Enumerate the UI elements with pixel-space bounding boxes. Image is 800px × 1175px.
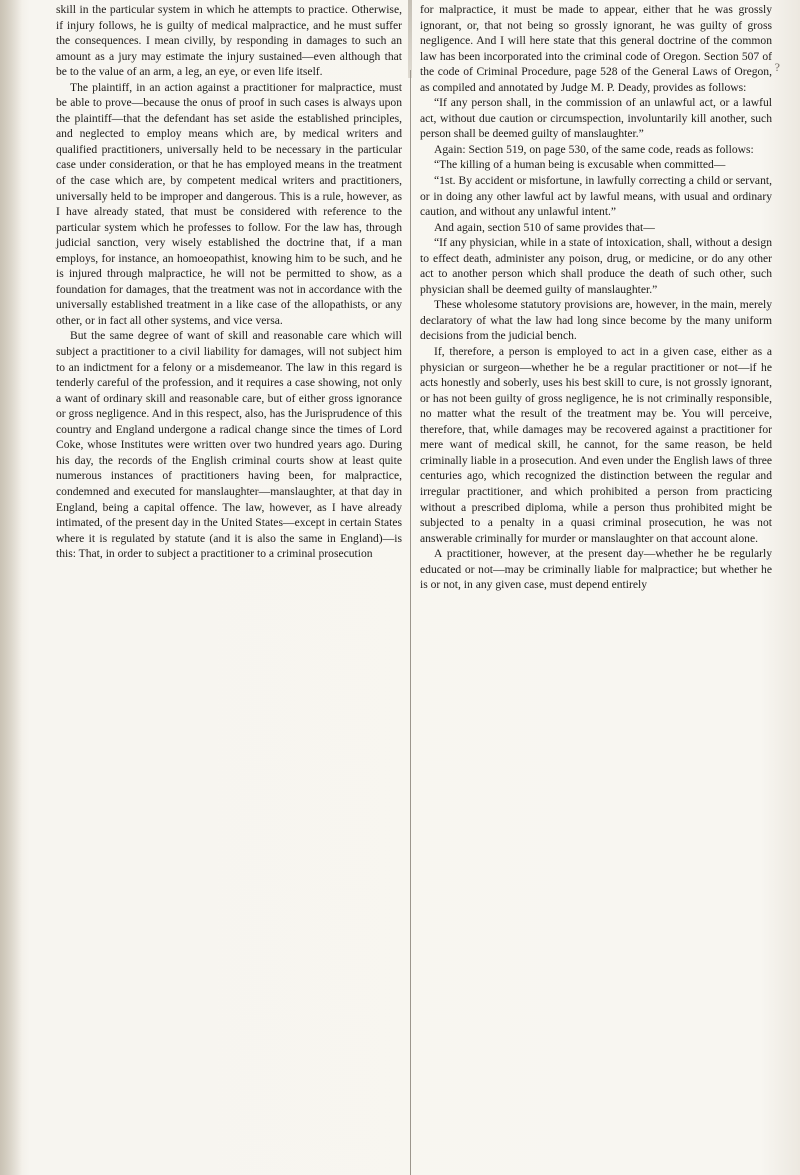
paragraph: skill in the particular system in which he attempts to practice. Otherwise, if injury follows, he is guilty of medical malpractice, and he must suffer the consequences. I mean civilly, by responding in damages to such an amount as a jury may estimate the injury sustained—even although that be to the value of an arm, a leg, an eye, or even life itself. [56, 3, 402, 79]
paragraph: And again, section 510 of same provides that— [434, 220, 655, 234]
paragraph: The plaintiff, in an action against a practitioner for malpractice, must be able to prove—because the onus of proof in such cases is always upon the plaintiff—that the defendant has set aside the established principles, and neglected to employ means which are, by medical writers and qualified practitioners, universally held to be necessary in the particular case under consideration, or that he has employed means in the treatment of the case which are, by competent medical writers and practitioners, universally held to be improper and dangerous. This is a rule, however, as I have already stated, that must be considered with reference to the particular system which he professes to follow. For the law has, through judicial sanction, very wisely established the doctrine that, if a man employs, for instance, an homoeopathist, knowing him to be such, and he is injured through malpractice, he will not be permitted to show, as a foundation for damages, that the treatment was not in accordance with the universally established treatment in a like case of the allopathists, or any other, or in fact all other systems, and vice versa. [56, 80, 402, 327]
paragraph: Again: Section 519, on page 530, of the same code, reads as follows: [434, 142, 754, 156]
column-divider [410, 70, 411, 1175]
statute-quote: “1st. By accident or misfortune, in lawfully correcting a child or servant, or in doing any other lawful act by lawful means, with usual and ordinary caution, and without any unlawful intent.” [420, 174, 772, 219]
paragraph: A practitioner, however, at the present day—whether he be regularly educated or not—may be criminally liable for malpractice; but whether he is or not, in any given case, must depend entirely [420, 547, 772, 592]
gutter-shadow [408, 0, 412, 78]
statute-quote: “The killing of a human being is excusable when committed— [434, 158, 726, 172]
left-column [56, 2, 402, 562]
paragraph: These wholesome statutory provisions are, however, in the main, merely declaratory of what the law had long since become by the many uniform decisions from the judicial bench. [420, 298, 772, 343]
right-column [420, 2, 772, 593]
paragraph: If, therefore, a person is employed to act in a given case, either as a physician or surgeon—whether he be a regular practitioner or not—if he acts honestly and soberly, uses his best skill to cure, is not grossly ignorant, or has not been guilty of gross negligence, he is not criminally responsible, no matter what the result of the treatment may be. You will perceive, therefore, that, while damages may be recovered against a practitioner for mere want of medical skill, he cannot, for the same reason, be held criminally liable in a prosecution. And even under the English laws of three centuries ago, which recognized the distinction between the regular and irregular practitioner, and which prohibited a person from practicing without a prescribed diploma, while a person thus prohibited might be subjected to a penalty in a quasi criminal prosecution, he was not answerable criminally for murder or manslaughter on that account alone. [420, 345, 772, 545]
statute-quote: “If any physician, while in a state of intoxication, shall, without a design to effect death, administer any poison, drug, or medicine, or do any other act to another person which shall produce the death of such other, such physician shall be deemed guilty of manslaughter.” [420, 236, 772, 296]
corner-mark: ? [774, 60, 780, 74]
statute-quote: “If any person shall, in the commission of an unlawful act, or a lawful act, without due caution or circumspection, involuntarily kill another, such person shall be deemed guilty of manslaughter.” [420, 96, 772, 141]
binding-shadow [0, 0, 22, 1175]
paragraph: But the same degree of want of skill and reasonable care which will subject a practitioner to a civil liability for damages, will not subject him to an indictment for a felony or a misdemeanor. The law in this regard is tenderly careful of the profession, and it requires a case showing, not only a want of ordinary skill and reasonable care, but of either gross ignorance or gross negligence. And in this respect, also, has the Jurisprudence of this country and England undergone a radical change since the times of Lord Coke, whose Institutes were written over two hundred years ago. During his day, the records of the English criminal courts show at least quite numerous instances of practitioners having been, for malpractice, condemned and executed for manslaughter—manslaughter, at that day in England, being a capital offence. The law, however, as I have already intimated, of the present day in the United States—except in certain States where it is regulated by statute (and it is also the same in England)—is this: That, in order to subject a practitioner to a criminal prosecution [56, 329, 402, 561]
paragraph: for malpractice, it must be made to appear, either that he was grossly ignorant, or, that not being so grossly ignorant, he was guilty of gross negligence. And I will here state that this general doctrine of the common law has been incorporated into the criminal code of Oregon. Section 507 of the code of Criminal Procedure, page 528 of the General Laws of Oregon, as compiled and annotated by Judge M. P. Deady, provides as follows: [420, 3, 772, 94]
